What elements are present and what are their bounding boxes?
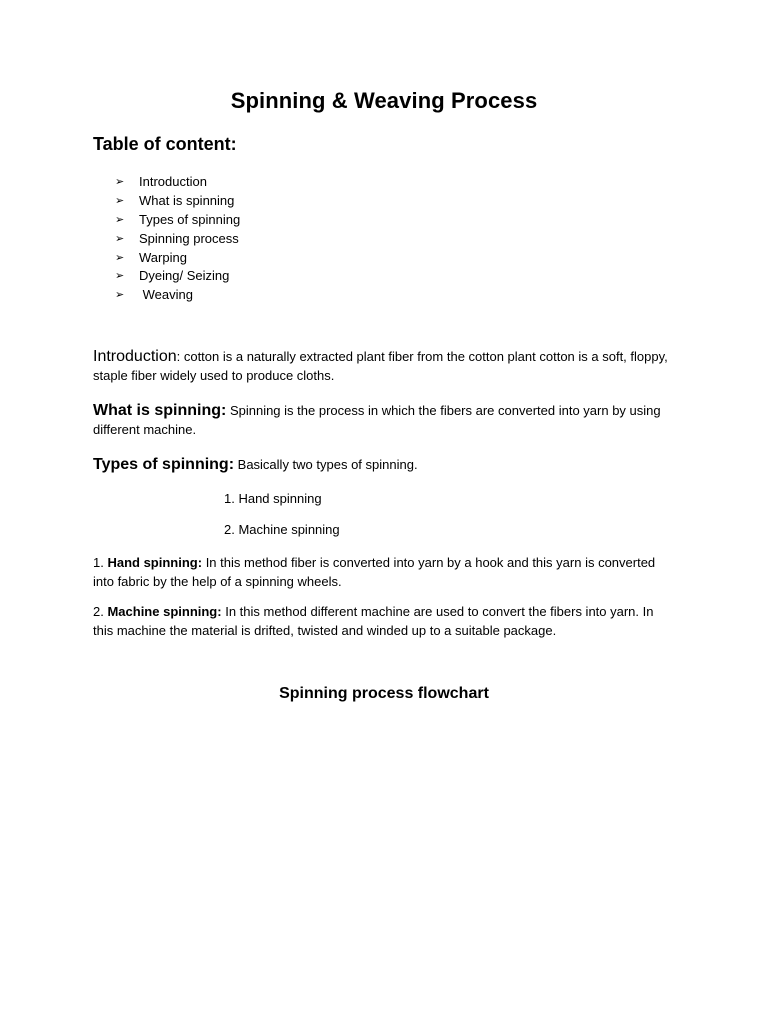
flowchart-title: Spinning process flowchart [279,685,489,702]
what-is-spinning-paragraph [93,401,668,439]
types-of-spinning-paragraph [93,455,668,474]
hand-spinning-label: Hand spinning: [107,555,203,570]
hand-spinning-text: In this method fiber is converted into yarn by a hook and this yarn is converted into fabric by the help of a spinning wheels. [93,555,656,589]
hand-spinning-paragraph [93,553,668,591]
types-list-item: 2. Machine spinning [224,522,340,537]
toc-item [115,285,240,304]
toc-item-label: Dyeing/ Seizing [139,268,230,284]
machine-spinning-number: 2. [93,604,108,619]
arrow-bullet-icon: ➢ [115,194,125,207]
document-title: Spinning & Weaving Process [230,88,538,113]
machine-spinning-text: In this method different machine are used to convert the fibers into yarn. In this machine the material is drifted, twisted and winded up to a suitable package. [93,604,654,638]
arrow-bullet-icon: ➢ [115,289,125,302]
arrow-bullet-icon: ➢ [115,232,125,245]
introduction-paragraph [93,347,668,385]
toc-heading: Table of content: [93,134,237,154]
toc-list [115,172,240,304]
toc-item-label: Spinning process [139,230,239,246]
what-is-spinning-text: Spinning is the process in which the fibers are converted into yarn by using different machine. [93,403,661,437]
toc-item-label: What is spinning [139,192,235,208]
toc-item [115,266,240,285]
toc-item-label: Warping [139,249,187,265]
arrow-bullet-icon: ➢ [115,213,125,226]
what-is-spinning-label: What is spinning: [93,402,227,419]
toc-item [115,210,240,229]
types-list-item: 1. Hand spinning [224,491,322,506]
types-of-spinning-label: Types of spinning: [93,456,235,473]
arrow-bullet-icon: ➢ [115,175,125,188]
introduction-text: : cotton is a naturally extracted plant fiber from the cotton plant cotton is a soft, floppy, staple fiber widely used to produce cloths. [93,349,668,383]
hand-spinning-number: 1. [93,555,108,570]
toc-item-label: Introduction [139,173,207,189]
toc-item [115,191,240,210]
machine-spinning-paragraph [93,602,668,640]
toc-item-label: Types of spinning [139,211,241,227]
arrow-bullet-icon: ➢ [115,251,125,264]
toc-item [115,248,240,267]
toc-item-label: Weaving [139,287,193,303]
toc-item [115,172,240,191]
types-of-spinning-text: Basically two types of spinning. [234,457,418,472]
machine-spinning-label: Machine spinning: [107,604,222,619]
arrow-bullet-icon: ➢ [115,270,125,283]
toc-item [115,229,240,248]
introduction-label: Introduction [93,348,177,365]
